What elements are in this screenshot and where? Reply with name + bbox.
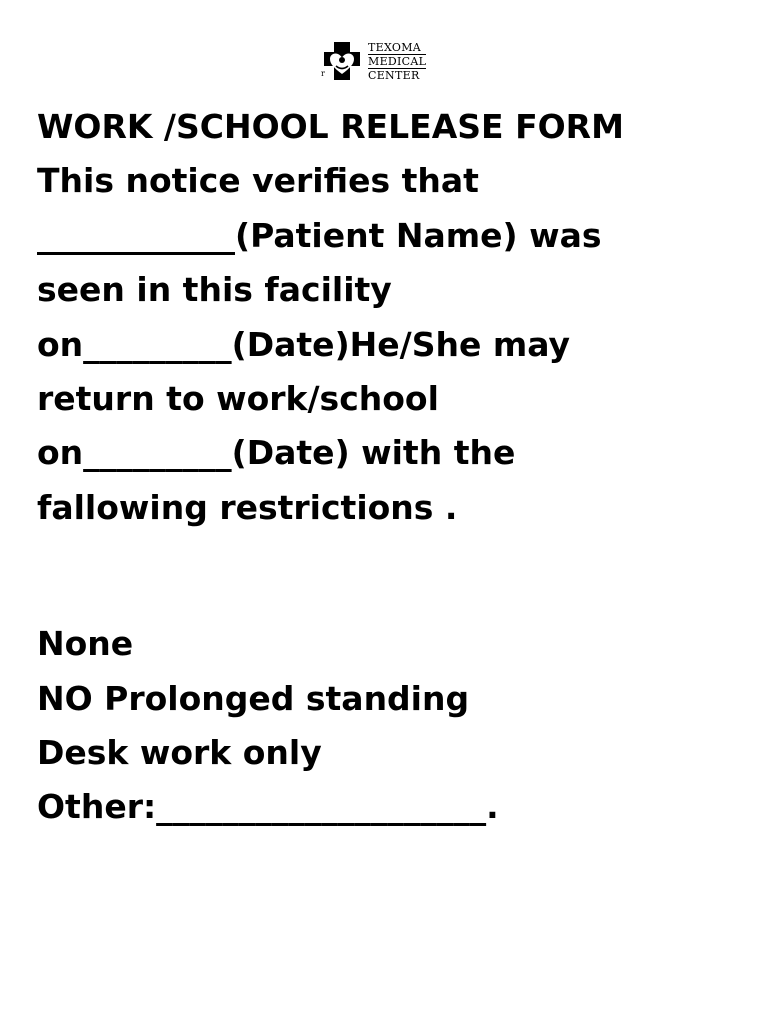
logo-wordmark [368, 41, 426, 82]
restriction-other-line: Other:____________________. [37, 787, 499, 827]
patient-name-line: ____________(Patient Name) was [37, 215, 602, 255]
section-spacer [37, 535, 757, 617]
restriction-no-prolonged-standing: NO Prolonged standing [37, 678, 470, 718]
form-title: WORK /SCHOOL RELEASE FORM [37, 107, 624, 146]
texoma-medical-center-logo [320, 38, 460, 84]
form-text-line: This notice verifies that [37, 161, 479, 201]
form-text-line: seen in this facility [37, 270, 392, 310]
medical-cross-heart-icon [320, 40, 364, 82]
restriction-desk-work-only: Desk work only [37, 733, 322, 773]
restriction-none: None [37, 624, 134, 664]
logo-line-3: CENTER [368, 68, 420, 82]
form-text-line: fallowing restrictions . [37, 487, 458, 527]
seen-date-line: on_________(Date)He/She may [37, 324, 570, 364]
logo-small-mark: r [321, 69, 325, 78]
form-text-line: return to work/school [37, 379, 439, 419]
logo-line-2: MEDICAL [368, 54, 427, 68]
logo-line-1: TEXOMA [368, 40, 422, 54]
release-form-body [37, 100, 757, 835]
return-date-line: on_________(Date) with the [37, 433, 516, 473]
